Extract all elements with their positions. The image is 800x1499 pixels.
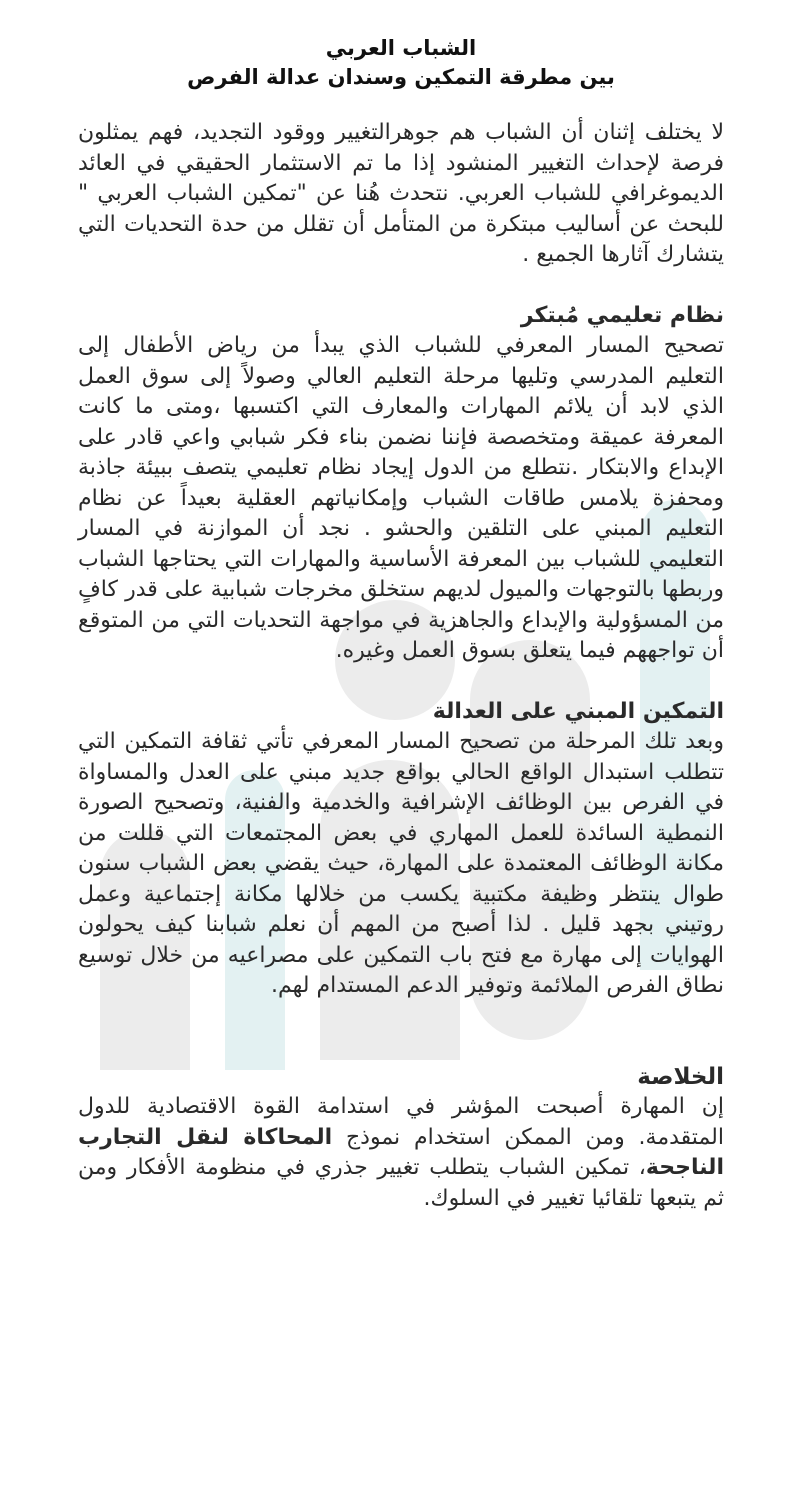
article (78, 34, 724, 1214)
section-body: وبعد تلك المرحلة من تصحيح المسار المعرفي تأتي ثقافة التمكين التي تتطلب استبدال الواقع الحالي بواقع جديد مبني على العدل والمساواة في الفرص بين الوظائف الإشرافية والخدمية والفنية، وتصحيح الصورة النمطية السائدة للعمل المهاري في بعض المجتمعات التي قللت من مكانة الوظائف المعتمدة على المهارة، حيث يقضي بعض الشباب سنون طوال ينتظر وظيفة مكتبية يكسب من خلالها مكانة إجتماعية وعمل روتيني بجهد قليل . لذا أصبح من المهم أن نعلم شبابنا كيف يحولون الهوايات إلى مهارة مع فتح باب التمكين على مصراعيه من خلال توسيع نطاق الفرص الملائمة وتوفير الدعم المستدام لهم. (78, 729, 724, 998)
conclusion-text: إن المهارة أصبحت المؤشر في استدامة القوة الاقتصادية للدول المتقدمة. ومن الممكن استخدام نموذج (78, 1094, 724, 1150)
article-title (78, 34, 724, 92)
title-line-2: بين مطرقة التمكين وسندان عدالة الفرص (187, 65, 615, 89)
section-innovative-education (78, 301, 724, 667)
conclusion-text: ، تمكين الشباب يتطلب تغيير جذري في منظومة الأفكار ومن ثم يتبعها تلقائيا تغيير في السلوك. (78, 1155, 724, 1211)
spacer (78, 271, 724, 301)
conclusion-heading: الخلاصة (637, 1063, 724, 1090)
spacer (78, 1002, 724, 1062)
conclusion-emphasis: المحاكاة لنقل التجارب الناجحة (78, 1124, 724, 1180)
section-fair-empowerment (78, 697, 724, 1002)
section-heading: نظام تعليمي مُبتكر (520, 302, 724, 328)
section-body: تصحيح المسار المعرفي للشباب الذي يبدأ من رياض الأطفال إلى التعليم المدرسي وتليها مرحلة التعليم العالي وصولاً إلى سوق العمل الذي لابد أن يلائم المهارات والمعارف التي اكتسبها ،ومتى ما كانت المعرفة عميقة ومتخصصة فإننا نضمن بناء فكر شبابي واعي قادر على الإبداع والابتكار .نتطلع من الدول إيجاد نظام تعليمي يتصف ببيئة جاذبة ومحفزة يلامس طاقات الشباب وإمكانياتهم العقلية بعيداً عن نظام التعليم المبني على التلقين والحشو . نجد أن الموازنة في المسار التعليمي للشباب بين المعرفة الأساسية والمهارات التي يحتاجها الشباب وربطها بالتوجهات والميول لديهم ستخلق مخرجات شبابية على قدر كافٍ من المسؤولية والإبداع والجاهزية في مواجهة التحديات التي من المتوقع أن تواجههم فيما يتعلق بسوق العمل وغيره. (78, 333, 724, 663)
spacer (78, 667, 724, 697)
section-heading: التمكين المبني على العدالة (432, 698, 724, 724)
conclusion-body (78, 1092, 724, 1214)
section-conclusion (78, 1062, 724, 1215)
intro-paragraph: لا يختلف إثنان أن الشباب هم جوهرالتغيير ووقود التجديد، فهم يمثلون فرصة لإحداث التغيير المنشود إذا ما تم الاستثمار الحقيقي في العائد الديموغرافي للشباب العربي. نتحدث هُنا عن "تمكين الشباب العربي " للبحث عن أساليب مبتكرة من المتأمل أن تقلل من حدة التحديات التي يتشارك آثارها الجميع . (78, 120, 724, 267)
title-line-1: الشباب العربي (325, 36, 477, 60)
